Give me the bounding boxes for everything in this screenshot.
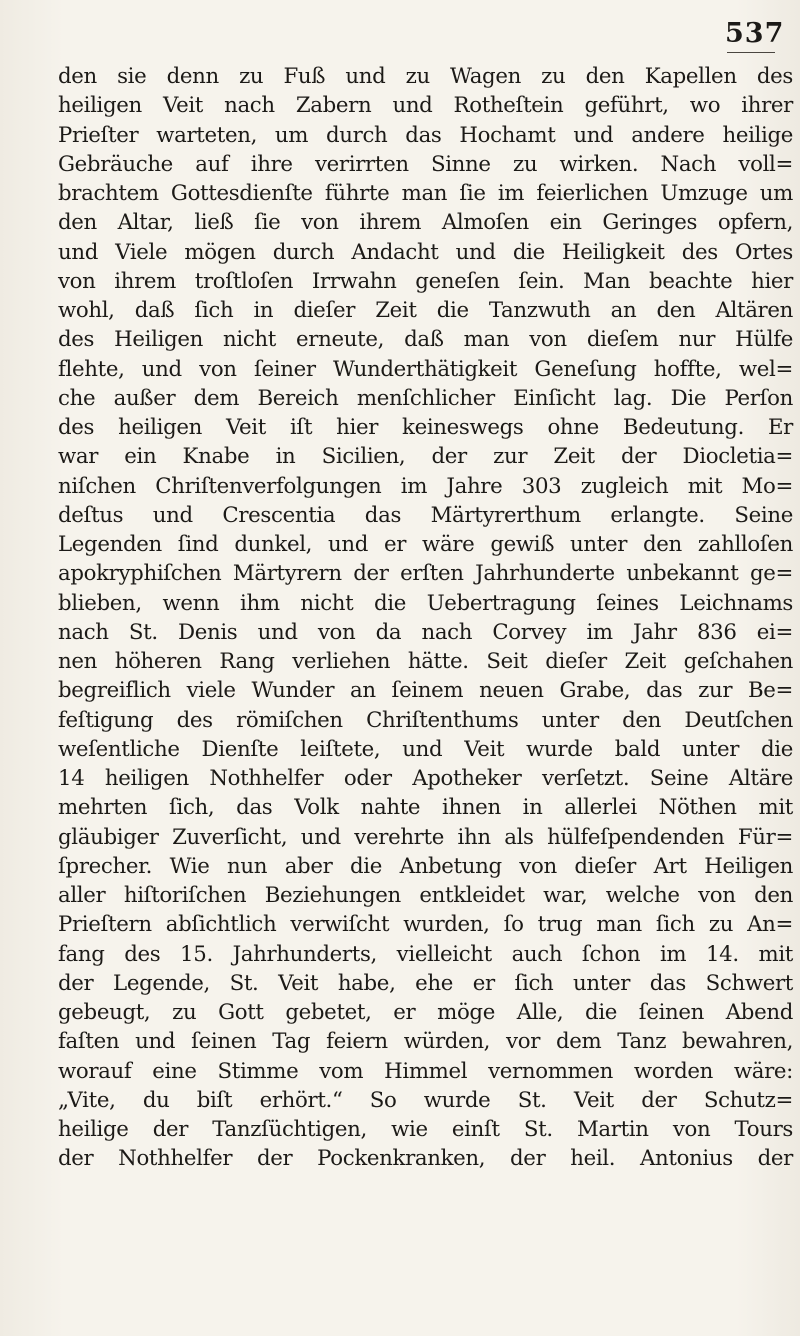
text-line: wohl, daß ſich in dieſer Zeit die Tanzwuth an den Altären (58, 298, 793, 323)
text-line: begreiflich viele Wunder an ſeinem neuen Grabe, das zur Be= (58, 678, 793, 704)
text-line: faſten und ſeinen Tag feiern würden, vor dem Tanz bewahren, (58, 1029, 793, 1055)
text-line: mehrten ſich, das Volk nahte ihnen in allerlei Nöthen mit (58, 795, 793, 821)
text-line: ſprecher. Wie nun aber die Anbetung von dieſer Art Heiligen (58, 853, 793, 879)
text-line: gebeugt, zu Gott gebetet, er möge Alle, die ſeinen Abend (58, 1000, 793, 1025)
text-line: gläubiger Zuverſicht, und verehrte ihn als hülfeſpendenden Für= (58, 824, 793, 850)
text-line: feſtigung des römiſchen Chriſtenthums unter den Deutſchen (58, 707, 793, 733)
text-line: der Nothhelfer der Pockenkranken, der heil. Antonius der (58, 1146, 793, 1172)
page-number-rule (727, 52, 775, 53)
text-line: che außer dem Bereich menſchlicher Einſicht lag. Die Perſon (58, 385, 793, 411)
text-line: 14 heiligen Nothhelfer oder Apotheker verſetzt. Seine Altäre (58, 766, 793, 791)
text-line: des heiligen Veit iſt hier keineswegs ohne Bedeutung. Er (58, 415, 793, 440)
text-line: Gebräuche auf ihre verirrten Sinne zu wirken. Nach voll= (58, 151, 793, 177)
text-line: flehte, und von ſeiner Wunderthätigkeit Geneſung hoffte, wel= (58, 356, 793, 382)
text-line: apokryphiſchen Märtyrern der erſten Jahrhunderte unbekannt ge= (58, 561, 793, 587)
text-line: der Legende, St. Veit habe, ehe er ſich unter das Schwert (58, 970, 793, 996)
text-line: blieben, wenn ihm nicht die Uebertragung ſeines Leichnams (58, 590, 793, 616)
text-line: niſchen Chriſtenverfolgungen im Jahre 303 zugleich mit Mo= (58, 473, 793, 499)
body-text (58, 62, 793, 1174)
text-line: worauf eine Stimme vom Himmel vernommen worden wäre: (58, 1058, 793, 1084)
text-line: und Viele mögen durch Andacht und die Heiligkeit des Ortes (58, 239, 793, 265)
page-number: 537 (725, 18, 785, 49)
text-line: heilige der Tanzſüchtigen, wie einſt St. Martin von Tours (58, 1117, 793, 1142)
text-line: des Heiligen nicht erneute, daß man von dieſem nur Hülfe (58, 327, 793, 353)
text-line: den Altar, ließ ſie von ihrem Almoſen ein Geringes opfern, (58, 210, 793, 236)
text-line: nach St. Denis und von da nach Corvey im Jahr 836 ei= (58, 619, 793, 645)
text-line: fang des 15. Jahrhunderts, vielleicht auch ſchon im 14. mit (58, 941, 793, 967)
text-line: nen höheren Rang verliehen hätte. Seit dieſer Zeit geſchahen (58, 649, 793, 674)
text-line: den sie denn zu Fuß und zu Wagen zu den Kapellen des (58, 64, 793, 89)
text-line: brachtem Gottesdienſte führte man ſie im feierlichen Umzuge um (58, 181, 793, 206)
text-line: deſtus und Crescentia das Märtyrerthum erlangte. Seine (58, 502, 793, 528)
text-line: Prieſter warteten, um durch das Hochamt und andere heilige (58, 122, 793, 148)
text-line: Prieſtern abſichtlich verwiſcht wurden, ſo trug man ſich zu An= (58, 912, 793, 938)
text-line: Legenden ſind dunkel, und er wäre gewiß unter den zahlloſen (58, 532, 793, 557)
text-line: von ihrem troſtloſen Irrwahn geneſen ſein. Man beachte hier (58, 268, 793, 294)
text-line: heiligen Veit nach Zabern und Rotheſtein geführt, wo ihrer (58, 93, 793, 119)
text-line: aller hiſtoriſchen Beziehungen entkleidet war, welche von den (58, 883, 793, 908)
text-line: weſentliche Dienſte leiſtete, und Veit wurde bald unter die (58, 736, 793, 762)
text-line: war ein Knabe in Sicilien, der zur Zeit der Diocletia= (58, 444, 793, 470)
text-line: „Vite, du biſt erhört.“ So wurde St. Veit der Schutz= (58, 1087, 793, 1113)
